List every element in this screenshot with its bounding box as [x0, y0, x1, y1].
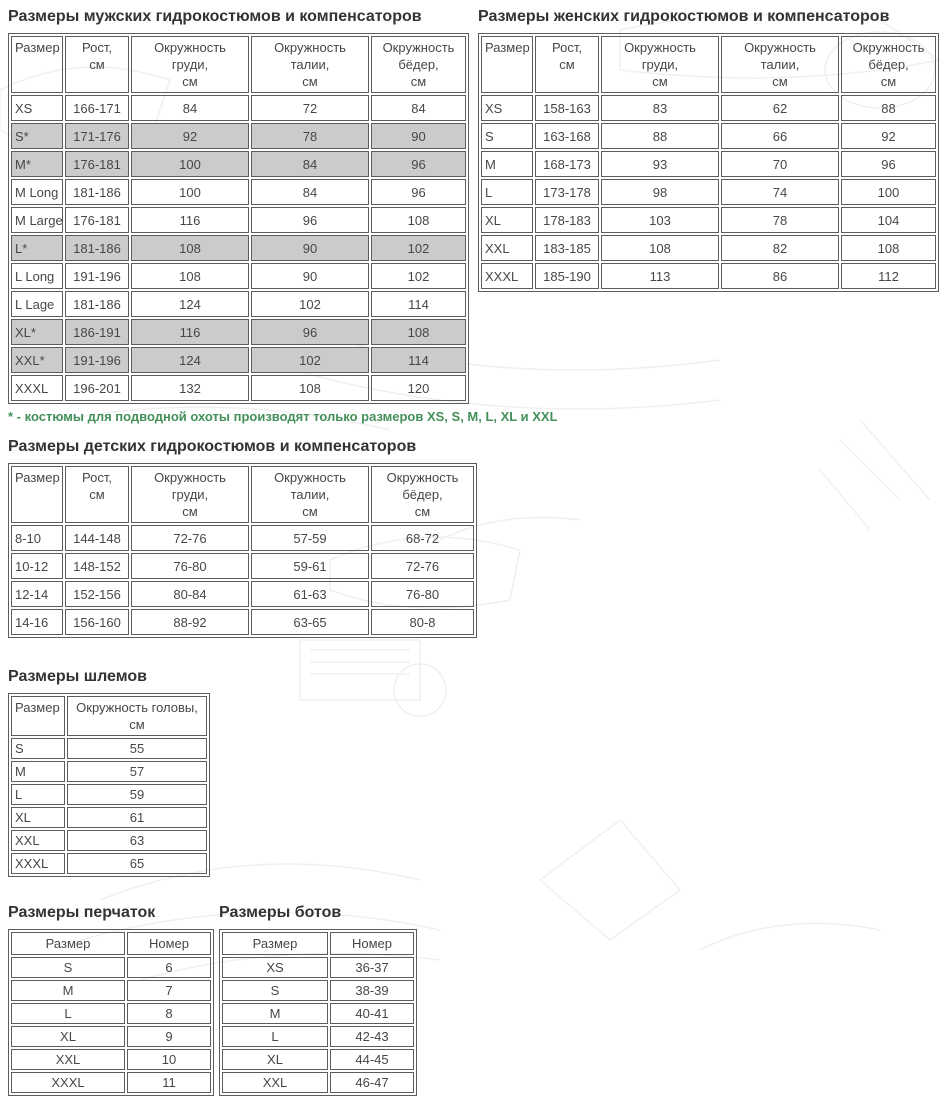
- section-helmet-sizes: [8, 668, 951, 877]
- table-cell: 156-160: [65, 609, 129, 635]
- table-cell: 88: [841, 95, 936, 121]
- section-children-sizes: [8, 438, 951, 638]
- table-cell: L Long: [11, 263, 63, 289]
- table-row: [11, 179, 466, 205]
- table-cell: 181-186: [65, 235, 129, 261]
- table-cell: 158-163: [535, 95, 599, 121]
- table-cell: 176-181: [65, 151, 129, 177]
- table-cell: 181-186: [65, 291, 129, 317]
- table-cell: XL: [481, 207, 533, 233]
- table-row: [11, 235, 466, 261]
- column-header: Окружность груди, см: [601, 36, 719, 93]
- table-cell: XXL: [481, 235, 533, 261]
- header-row: [481, 36, 936, 93]
- table-cell: L*: [11, 235, 63, 261]
- table-cell: 178-183: [535, 207, 599, 233]
- table-cell: 72-76: [131, 525, 249, 551]
- table-row: [11, 784, 207, 805]
- column-header: Размер: [481, 36, 533, 93]
- table-cell: L: [222, 1026, 328, 1047]
- table-cell: 104: [841, 207, 936, 233]
- table-cell: 168-173: [535, 151, 599, 177]
- table-cell: XS: [11, 95, 63, 121]
- table-cell: 114: [371, 347, 466, 373]
- table-cell: 108: [131, 235, 249, 261]
- table-cell: 84: [251, 151, 369, 177]
- table-cell: 98: [601, 179, 719, 205]
- table-cell: L: [11, 1003, 125, 1024]
- table-row: [481, 123, 936, 149]
- column-header: Размер: [11, 36, 63, 93]
- helmet-sizes-table: [8, 693, 210, 877]
- section-glove-sizes: [8, 904, 214, 1096]
- table-cell: 65: [67, 853, 207, 874]
- table-row: [481, 263, 936, 289]
- table-cell: 46-47: [330, 1072, 414, 1093]
- table-cell: 124: [131, 291, 249, 317]
- table-cell: 108: [601, 235, 719, 261]
- table-row: [11, 95, 466, 121]
- column-header: Окружность груди, см: [131, 466, 249, 523]
- table-cell: 59: [67, 784, 207, 805]
- men-sizes-table: [8, 33, 469, 404]
- table-row: [11, 1003, 211, 1024]
- table-row: [11, 761, 207, 782]
- table-cell: 181-186: [65, 179, 129, 205]
- table-cell: 183-185: [535, 235, 599, 261]
- table-row: [11, 807, 207, 828]
- table-cell: 84: [131, 95, 249, 121]
- table-cell: 114: [371, 291, 466, 317]
- table-cell: 80-84: [131, 581, 249, 607]
- table-cell: 10-12: [11, 553, 63, 579]
- column-header: Окружность талии, см: [721, 36, 839, 93]
- table-cell: 83: [601, 95, 719, 121]
- table-cell: 171-176: [65, 123, 129, 149]
- spearfishing-sizes-footnote: [8, 409, 951, 425]
- table-cell: 108: [251, 375, 369, 401]
- table-cell: 152-156: [65, 581, 129, 607]
- table-cell: 86: [721, 263, 839, 289]
- table-cell: 108: [371, 319, 466, 345]
- table-cell: 72-76: [371, 553, 474, 579]
- table-cell: XXXL: [11, 375, 63, 401]
- column-header: Номер: [127, 932, 211, 955]
- column-header: Окружность бёдер, см: [841, 36, 936, 93]
- column-header: Размер: [11, 932, 125, 955]
- table-cell: 96: [841, 151, 936, 177]
- table-cell: 84: [371, 95, 466, 121]
- table-row: [11, 853, 207, 874]
- column-header: Окружность талии, см: [251, 36, 369, 93]
- section-men-sizes: [8, 8, 470, 404]
- header-row: [11, 466, 474, 523]
- table-row: [11, 1072, 211, 1093]
- table-cell: M Long: [11, 179, 63, 205]
- table-cell: XXXL: [11, 1072, 125, 1093]
- table-cell: 102: [251, 347, 369, 373]
- table-cell: 76-80: [131, 553, 249, 579]
- women-sizes-table: [478, 33, 939, 292]
- women-sizes-title: Размеры женских гидрокостюмов и компенсаторов: [478, 8, 890, 25]
- table-cell: 132: [131, 375, 249, 401]
- header-row: [11, 36, 466, 93]
- table-cell: L: [481, 179, 533, 205]
- table-cell: 191-196: [65, 263, 129, 289]
- table-cell: XS: [222, 957, 328, 978]
- table-cell: 36-37: [330, 957, 414, 978]
- table-cell: S: [11, 738, 65, 759]
- table-cell: 185-190: [535, 263, 599, 289]
- column-header: Номер: [330, 932, 414, 955]
- table-cell: 40-41: [330, 1003, 414, 1024]
- table-cell: 62: [721, 95, 839, 121]
- table-row: [11, 263, 466, 289]
- children-sizes-table: [8, 463, 477, 638]
- table-row: [11, 525, 474, 551]
- table-cell: 102: [371, 263, 466, 289]
- table-cell: 90: [251, 235, 369, 261]
- table-row: [11, 980, 211, 1001]
- table-row: [11, 1049, 211, 1070]
- table-cell: 72: [251, 95, 369, 121]
- table-cell: 92: [131, 123, 249, 149]
- table-cell: 116: [131, 207, 249, 233]
- table-cell: M: [11, 980, 125, 1001]
- table-cell: 57: [67, 761, 207, 782]
- table-cell: 55: [67, 738, 207, 759]
- table-row: [11, 830, 207, 851]
- table-row: [11, 207, 466, 233]
- table-cell: 163-168: [535, 123, 599, 149]
- table-cell: 173-178: [535, 179, 599, 205]
- table-cell: XS: [481, 95, 533, 121]
- table-row: [481, 95, 936, 121]
- table-cell: 186-191: [65, 319, 129, 345]
- table-cell: S: [481, 123, 533, 149]
- table-row: [11, 291, 466, 317]
- glove-sizes-title: Размеры перчаток: [8, 904, 156, 921]
- table-cell: XXL*: [11, 347, 63, 373]
- table-cell: L Lage: [11, 291, 63, 317]
- table-cell: S: [11, 957, 125, 978]
- table-row: [481, 151, 936, 177]
- table-cell: 103: [601, 207, 719, 233]
- table-row: [11, 319, 466, 345]
- table-row: [481, 179, 936, 205]
- table-cell: M: [481, 151, 533, 177]
- table-cell: 80-8: [371, 609, 474, 635]
- table-cell: XL*: [11, 319, 63, 345]
- table-cell: 113: [601, 263, 719, 289]
- table-cell: 102: [251, 291, 369, 317]
- table-row: [222, 980, 414, 1001]
- table-row: [11, 151, 466, 177]
- table-row: [11, 123, 466, 149]
- table-row: [11, 553, 474, 579]
- column-header: Размер: [222, 932, 328, 955]
- table-cell: 61: [67, 807, 207, 828]
- table-cell: 92: [841, 123, 936, 149]
- table-row: [222, 1026, 414, 1047]
- table-cell: 100: [841, 179, 936, 205]
- table-row: [222, 957, 414, 978]
- table-cell: 14-16: [11, 609, 63, 635]
- table-cell: 88-92: [131, 609, 249, 635]
- table-row: [11, 581, 474, 607]
- table-row: [11, 375, 466, 401]
- table-cell: 144-148: [65, 525, 129, 551]
- table-row: [481, 207, 936, 233]
- table-cell: 90: [251, 263, 369, 289]
- table-cell: XL: [11, 807, 65, 828]
- table-cell: 108: [371, 207, 466, 233]
- table-cell: 63: [67, 830, 207, 851]
- column-header: Рост, см: [535, 36, 599, 93]
- table-cell: 108: [841, 235, 936, 261]
- table-cell: 44-45: [330, 1049, 414, 1070]
- table-cell: 7: [127, 980, 211, 1001]
- table-cell: 102: [371, 235, 466, 261]
- column-header: Окружность бёдер, см: [371, 36, 466, 93]
- table-row: [11, 957, 211, 978]
- footnote-text: * - костюмы для подводной охоты производят только размеров XS, S, M, L, XL и XXL: [8, 409, 558, 424]
- table-cell: 8: [127, 1003, 211, 1024]
- table-cell: 93: [601, 151, 719, 177]
- table-cell: 9: [127, 1026, 211, 1047]
- table-cell: 6: [127, 957, 211, 978]
- table-cell: 100: [131, 151, 249, 177]
- boot-sizes-table: [219, 929, 417, 1096]
- table-cell: XXL: [11, 830, 65, 851]
- table-row: [11, 609, 474, 635]
- table-cell: 70: [721, 151, 839, 177]
- column-header: Окружность головы, см: [67, 696, 207, 736]
- table-cell: 59-61: [251, 553, 369, 579]
- table-cell: XXXL: [11, 853, 65, 874]
- table-row: [11, 738, 207, 759]
- table-cell: 100: [131, 179, 249, 205]
- children-sizes-title: Размеры детских гидрокостюмов и компенсаторов: [8, 438, 417, 455]
- column-header: Окружность груди, см: [131, 36, 249, 93]
- table-cell: 124: [131, 347, 249, 373]
- table-cell: 78: [251, 123, 369, 149]
- table-cell: M: [222, 1003, 328, 1024]
- table-cell: XL: [11, 1026, 125, 1047]
- helmet-sizes-title: Размеры шлемов: [8, 668, 147, 685]
- table-cell: 148-152: [65, 553, 129, 579]
- table-cell: 63-65: [251, 609, 369, 635]
- table-cell: XXL: [222, 1072, 328, 1093]
- table-cell: 96: [371, 179, 466, 205]
- table-cell: 12-14: [11, 581, 63, 607]
- table-cell: L: [11, 784, 65, 805]
- table-cell: 61-63: [251, 581, 369, 607]
- header-row: [11, 696, 207, 736]
- table-cell: 68-72: [371, 525, 474, 551]
- table-cell: 166-171: [65, 95, 129, 121]
- glove-sizes-table: [8, 929, 214, 1096]
- table-cell: 191-196: [65, 347, 129, 373]
- adult-tables-row: [8, 8, 951, 404]
- gloves-boots-row: [8, 904, 951, 1096]
- table-row: [11, 1026, 211, 1047]
- table-cell: 78: [721, 207, 839, 233]
- table-cell: 11: [127, 1072, 211, 1093]
- table-cell: S*: [11, 123, 63, 149]
- table-cell: 8-10: [11, 525, 63, 551]
- men-sizes-title: Размеры мужских гидрокостюмов и компенсаторов: [8, 8, 422, 25]
- column-header: Рост, см: [65, 466, 129, 523]
- column-header: Окружность бёдер, см: [371, 466, 474, 523]
- table-cell: 88: [601, 123, 719, 149]
- table-row: [481, 235, 936, 261]
- table-cell: M Large: [11, 207, 63, 233]
- table-cell: 112: [841, 263, 936, 289]
- table-cell: 116: [131, 319, 249, 345]
- table-cell: 176-181: [65, 207, 129, 233]
- section-women-sizes: [478, 8, 943, 292]
- table-cell: XXXL: [481, 263, 533, 289]
- table-row: [222, 1072, 414, 1093]
- table-cell: M*: [11, 151, 63, 177]
- table-cell: 76-80: [371, 581, 474, 607]
- column-header: Рост, см: [65, 36, 129, 93]
- table-cell: 90: [371, 123, 466, 149]
- table-cell: XXL: [11, 1049, 125, 1070]
- column-header: Размер: [11, 696, 65, 736]
- table-cell: 82: [721, 235, 839, 261]
- column-header: Окружность талии, см: [251, 466, 369, 523]
- table-cell: 42-43: [330, 1026, 414, 1047]
- table-cell: 96: [251, 207, 369, 233]
- table-row: [11, 347, 466, 373]
- table-cell: 196-201: [65, 375, 129, 401]
- header-row: [222, 932, 414, 955]
- table-cell: XL: [222, 1049, 328, 1070]
- table-cell: 38-39: [330, 980, 414, 1001]
- table-cell: 57-59: [251, 525, 369, 551]
- table-cell: 120: [371, 375, 466, 401]
- table-cell: S: [222, 980, 328, 1001]
- section-boot-sizes: [219, 904, 417, 1096]
- table-cell: 108: [131, 263, 249, 289]
- boot-sizes-title: Размеры ботов: [219, 904, 342, 921]
- table-cell: 66: [721, 123, 839, 149]
- table-cell: 96: [371, 151, 466, 177]
- column-header: Размер: [11, 466, 63, 523]
- table-cell: 74: [721, 179, 839, 205]
- header-row: [11, 932, 211, 955]
- table-cell: 84: [251, 179, 369, 205]
- table-row: [222, 1003, 414, 1024]
- table-row: [222, 1049, 414, 1070]
- table-cell: 96: [251, 319, 369, 345]
- table-cell: M: [11, 761, 65, 782]
- table-cell: 10: [127, 1049, 211, 1070]
